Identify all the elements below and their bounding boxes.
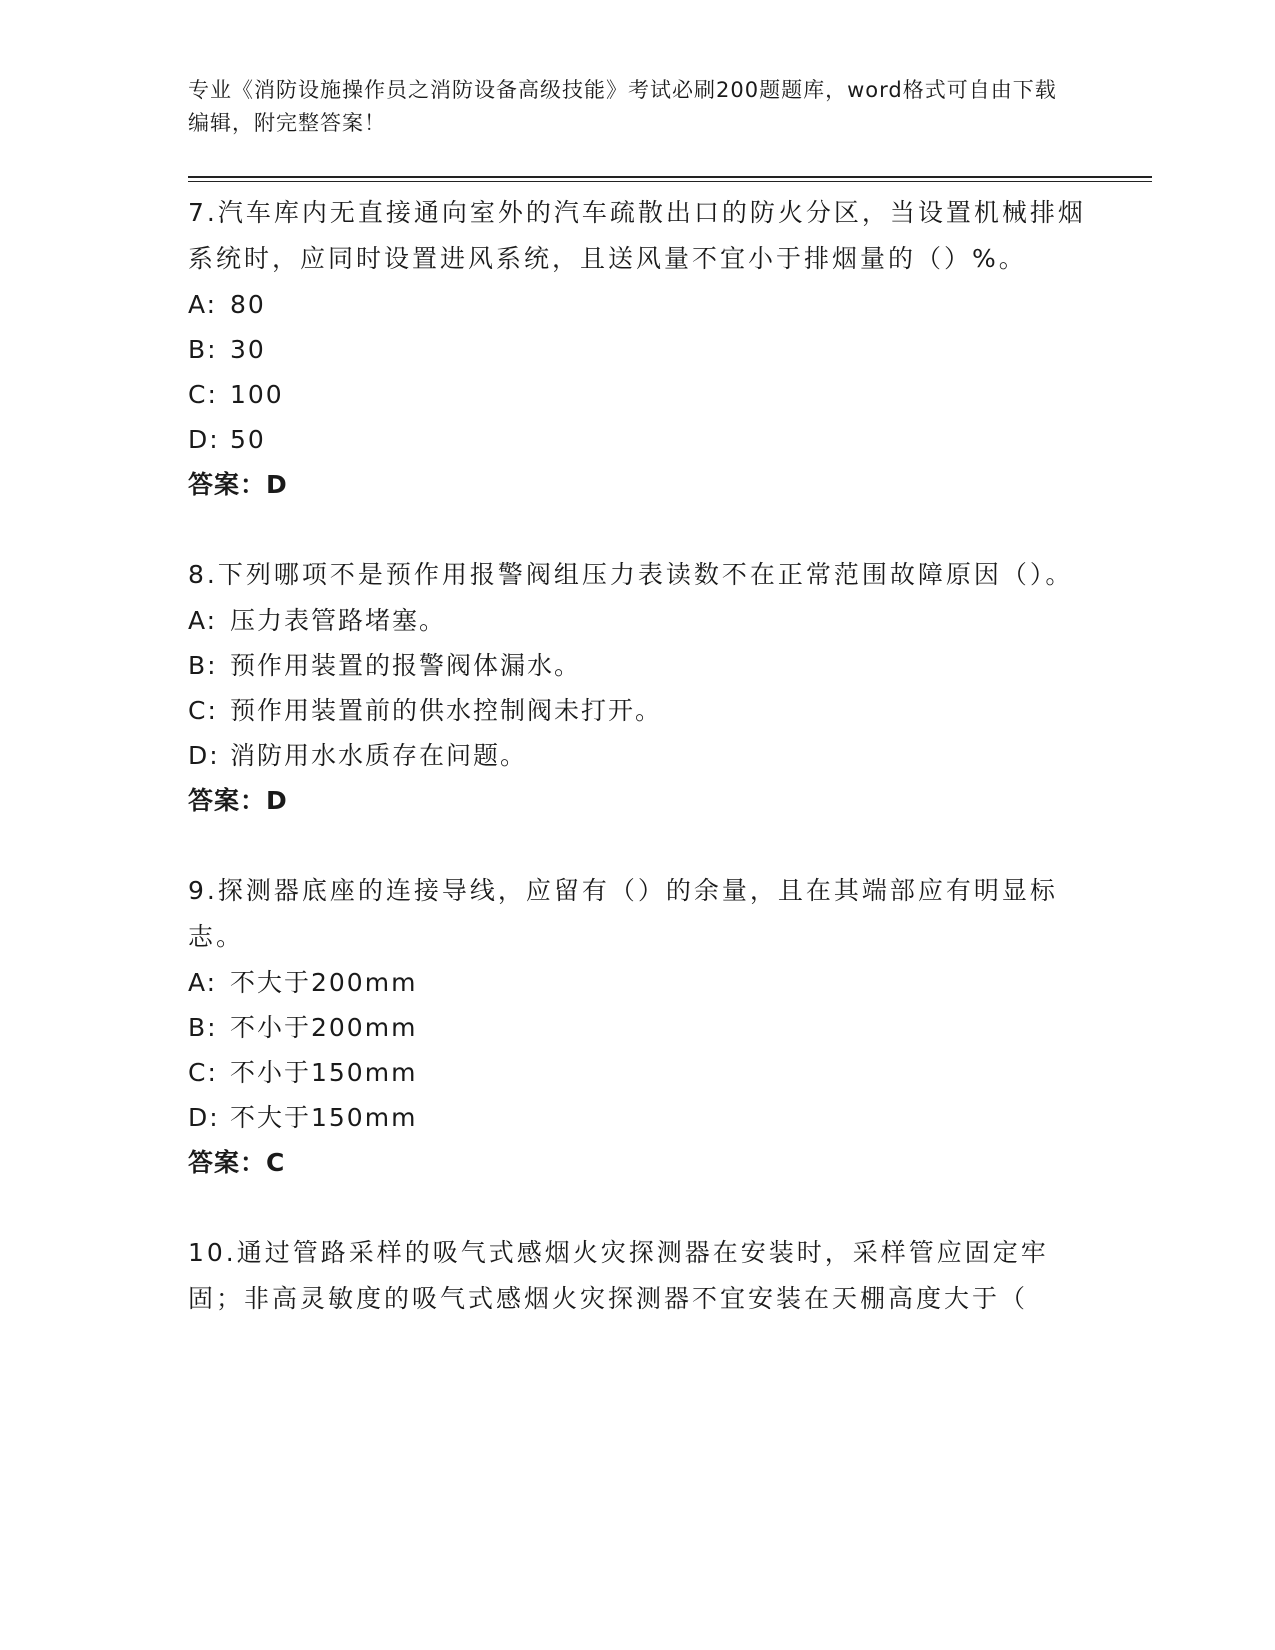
option-letter: D: — [188, 1103, 220, 1132]
option-c — [188, 1050, 1088, 1095]
option-letter: C: — [188, 1058, 218, 1087]
header-divider-thin — [188, 181, 1152, 182]
option-a — [188, 282, 1088, 327]
option-letter: D: — [188, 425, 220, 454]
option-c — [188, 372, 1088, 417]
option-text: 预作用装置的报警阀体漏水。 — [230, 651, 582, 680]
option-c — [188, 688, 1088, 733]
option-letter: C: — [188, 696, 218, 725]
question-stem: 8.下列哪项不是预作用报警阀组压力表读数不在正常范围故障原因（）。 — [188, 560, 1074, 589]
option-text: 100 — [230, 380, 284, 409]
option-text: 80 — [230, 290, 266, 319]
option-text: 不大于200mm — [230, 968, 418, 997]
option-a — [188, 960, 1088, 1005]
option-text: 30 — [230, 335, 266, 364]
question-list — [188, 190, 1088, 1366]
question-7 — [188, 190, 1088, 508]
option-a — [188, 598, 1088, 643]
question-8 — [188, 552, 1088, 824]
option-text: 消防用水水质存在问题。 — [230, 741, 528, 770]
option-b — [188, 643, 1088, 688]
question-stem: 10.通过管路采样的吸气式感烟火灾探测器在安装时，采样管应固定牢固；非高灵敏度的吸气式感烟火灾探测器不宜安装在天棚高度大于（ — [188, 1238, 1049, 1313]
answer-line: 答案：D — [188, 470, 288, 499]
option-text: 不大于150mm — [230, 1103, 418, 1132]
option-text: 50 — [230, 425, 266, 454]
option-letter: A: — [188, 606, 218, 635]
question-10 — [188, 1230, 1088, 1322]
option-d — [188, 1095, 1088, 1140]
option-text: 不小于150mm — [230, 1058, 418, 1087]
option-letter: D: — [188, 741, 220, 770]
option-b — [188, 1005, 1088, 1050]
option-b — [188, 327, 1088, 372]
option-text: 预作用装置前的供水控制阀未打开。 — [230, 696, 663, 725]
option-d — [188, 417, 1088, 462]
question-stem: 9.探测器底座的连接导线，应留有（）的余量，且在其端部应有明显标志。 — [188, 876, 1058, 951]
option-letter: B: — [188, 651, 218, 680]
option-text: 不小于200mm — [230, 1013, 418, 1042]
question-9 — [188, 868, 1088, 1186]
question-stem: 7.汽车库内无直接通向室外的汽车疏散出口的防火分区，当设置机械排烟系统时，应同时设置进风系统，且送风量不宜小于排烟量的（）%。 — [188, 198, 1086, 273]
option-letter: A: — [188, 968, 218, 997]
option-text: 压力表管路堵塞。 — [230, 606, 447, 635]
document-intro: 专业《消防设施操作员之消防设备高级技能》考试必刷200题题库，word格式可自由下载编辑，附完整答案！ — [188, 78, 1057, 135]
option-letter: B: — [188, 1013, 218, 1042]
header-divider-thick — [188, 176, 1152, 178]
answer-line: 答案：D — [188, 786, 288, 815]
option-letter: B: — [188, 335, 218, 364]
option-letter: C: — [188, 380, 218, 409]
option-d — [188, 733, 1088, 778]
answer-line: 答案：C — [188, 1148, 286, 1177]
option-letter: A: — [188, 290, 218, 319]
